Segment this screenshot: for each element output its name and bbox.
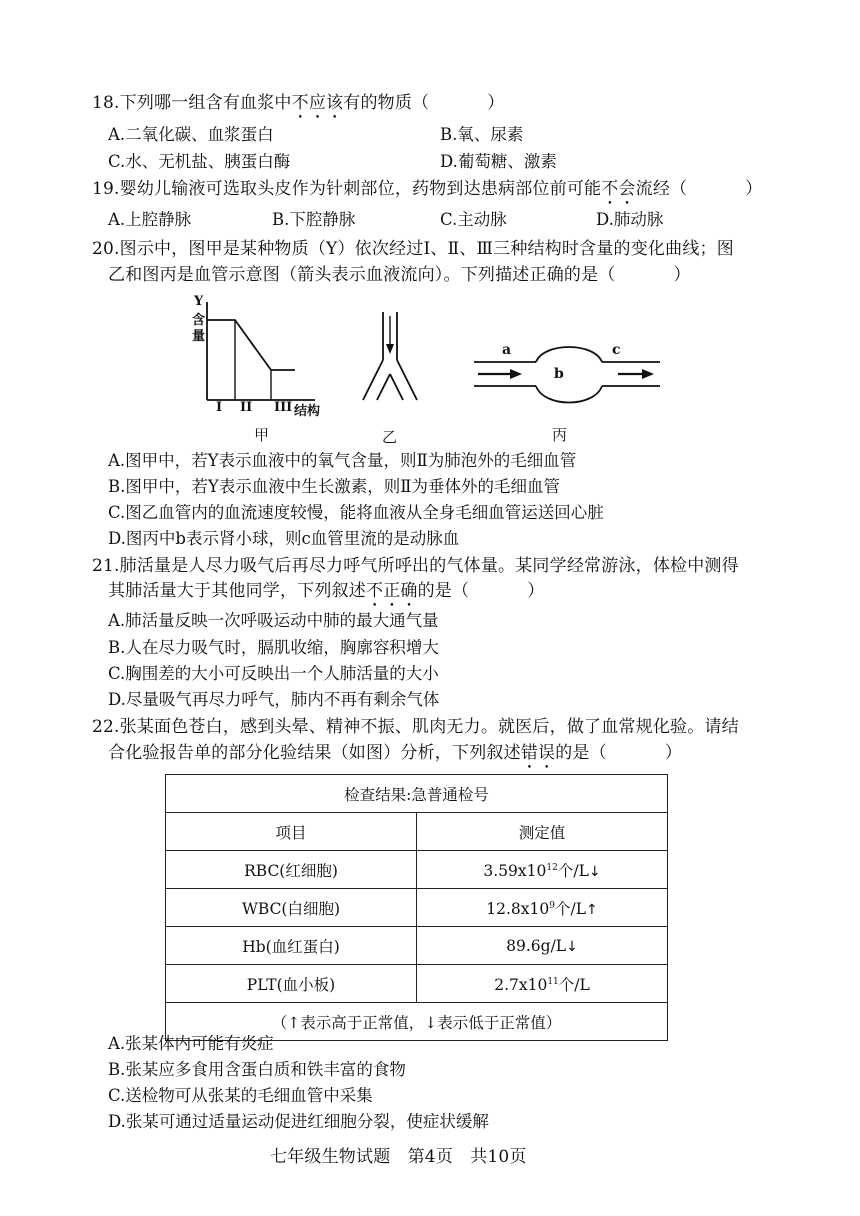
q18-option-a[interactable]: A.二氧化碳、血浆蛋白	[108, 125, 274, 144]
q22-option-a[interactable]: A.张某体内可能有炎症	[108, 1034, 274, 1053]
vessel-yi	[355, 310, 425, 420]
q21-stem-line2: 其肺活量大于其他同学，下列叙述不正确的是（ ）	[108, 581, 545, 601]
table-row	[166, 927, 668, 965]
label-a: a	[502, 342, 512, 358]
table-row	[166, 965, 668, 1003]
q19-option-b[interactable]: B.下腔静脉	[272, 210, 356, 229]
q19-option-d[interactable]: D.肺动脉	[596, 210, 664, 229]
q21-option-b[interactable]: B.人在尽力吸气时，膈肌收缩，胸廓容积增大	[108, 638, 439, 657]
header-item: 项目	[166, 813, 417, 851]
graph-jia	[185, 292, 345, 422]
row-value: $2.7x10^{11}$个/L	[417, 965, 668, 1003]
q21-option-c[interactable]: C.胸围差的大小可反映出一个人肺活量的大小	[108, 664, 439, 683]
q20-option-d[interactable]: D.图丙中b表示肾小球，则c血管里流的是动脉血	[108, 529, 460, 548]
header-value: 测定值	[417, 813, 668, 851]
row-value: 89.6g/L↓	[417, 927, 668, 965]
graph-tick-1: I	[216, 400, 223, 415]
table-title: 检查结果:急普通检号	[166, 775, 668, 813]
label-c: c	[612, 342, 621, 358]
row-item: Hb(血红蛋白)	[166, 927, 417, 965]
table-row	[166, 889, 668, 927]
vessel-bing	[470, 338, 670, 418]
q18-option-c[interactable]: C.水、无机盐、胰蛋白酶	[108, 152, 291, 171]
table-note: （↑表示高于正常值，↓表示低于正常值）	[166, 1003, 668, 1041]
page-footer: 七年级生物试题 第4页 共10页	[270, 1147, 527, 1167]
q20-option-c[interactable]: C.图乙血管内的血流速度较慢，能将血液从全身毛细血管运送回心脏	[108, 503, 604, 522]
q20-stem-line2: 乙和图丙是血管示意图（箭头表示血液流向）。下列描述正确的是（ ）	[108, 265, 691, 285]
table-header-row	[166, 813, 668, 851]
graph-y-label: Y	[194, 294, 204, 309]
q22-option-c[interactable]: C.送检物可从张某的毛细血管中采集	[108, 1086, 373, 1105]
lab-report-table	[165, 774, 668, 1041]
row-item: PLT(血小板)	[166, 965, 417, 1003]
q20-option-a[interactable]: A.图甲中，若Y表示血液中的氧气含量，则Ⅱ为肺泡外的毛细血管	[108, 451, 577, 470]
q20-stem-line1: 20.图示中，图甲是某种物质（Y）依次经过Ⅰ、Ⅱ、Ⅲ三种结构时含量的变化曲线；图	[92, 239, 734, 259]
q22-stem-line2: 合化验报告单的部分化验结果（如图）分析，下列叙述错误的是（ ）	[108, 743, 683, 763]
graph-y-label-3: 量	[192, 329, 206, 344]
q18-option-b[interactable]: B.氧、尿素	[440, 125, 524, 144]
q22-option-d[interactable]: D.张某可通过适量运动促进红细胞分裂，使症状缓解	[108, 1112, 489, 1131]
q21-option-d[interactable]: D.尽量吸气再尽力呼气，肺内不再有剩余气体	[108, 690, 440, 709]
row-value: $3.59x10^{12}$个/L↓	[417, 851, 668, 889]
table-row	[166, 851, 668, 889]
row-value: $12.8x10^9$个/L↑	[417, 889, 668, 927]
row-item: RBC(红细胞)	[166, 851, 417, 889]
q19-stem: 19.婴幼儿输液可选取头皮作为针刺部位，药物到达患病部位前可能不会流经（ ）	[92, 179, 763, 199]
graph-tick-2: II	[240, 400, 253, 415]
down-arrow-icon: ↓	[566, 938, 578, 955]
graph-x-label: 结构	[294, 404, 321, 419]
down-arrow-icon: ↓	[588, 863, 601, 880]
q19-option-c[interactable]: C.主动脉	[440, 210, 507, 229]
q21-stem-line1: 21.肺活量是人尽力吸气后再尽力呼气所呼出的气体量。某同学经常游泳，体检中测得	[92, 556, 739, 576]
q18-option-d[interactable]: D.葡萄糖、激素	[440, 152, 557, 171]
q19-option-a[interactable]: A.上腔静脉	[108, 210, 192, 229]
graph-y-label-2: 含	[192, 313, 206, 328]
caption-yi: 乙	[382, 428, 398, 446]
graph-tick-3: III	[274, 400, 293, 415]
label-b: b	[554, 366, 564, 382]
q20-option-b[interactable]: B.图甲中，若Y表示血液中生长激素，则Ⅱ为垂体外的毛细血管	[108, 477, 560, 496]
q21-option-a[interactable]: A.肺活量反映一次呼吸运动中肺的最大通气量	[108, 611, 439, 630]
up-arrow-icon: ↑	[586, 901, 598, 918]
q18-stem: 18.下列哪一组含有血浆中不应该有的物质（ ）	[92, 93, 505, 113]
caption-bing: 丙	[552, 426, 568, 444]
caption-jia: 甲	[254, 426, 270, 444]
table-title-row	[166, 775, 668, 813]
row-item: WBC(白细胞)	[166, 889, 417, 927]
q22-option-b[interactable]: B.张某应多食用含蛋白质和铁丰富的食物	[108, 1060, 406, 1079]
q22-stem-line1: 22.张某面色苍白，感到头晕、精神不振、肌肉无力。就医后，做了血常规化验。请结	[92, 717, 739, 737]
